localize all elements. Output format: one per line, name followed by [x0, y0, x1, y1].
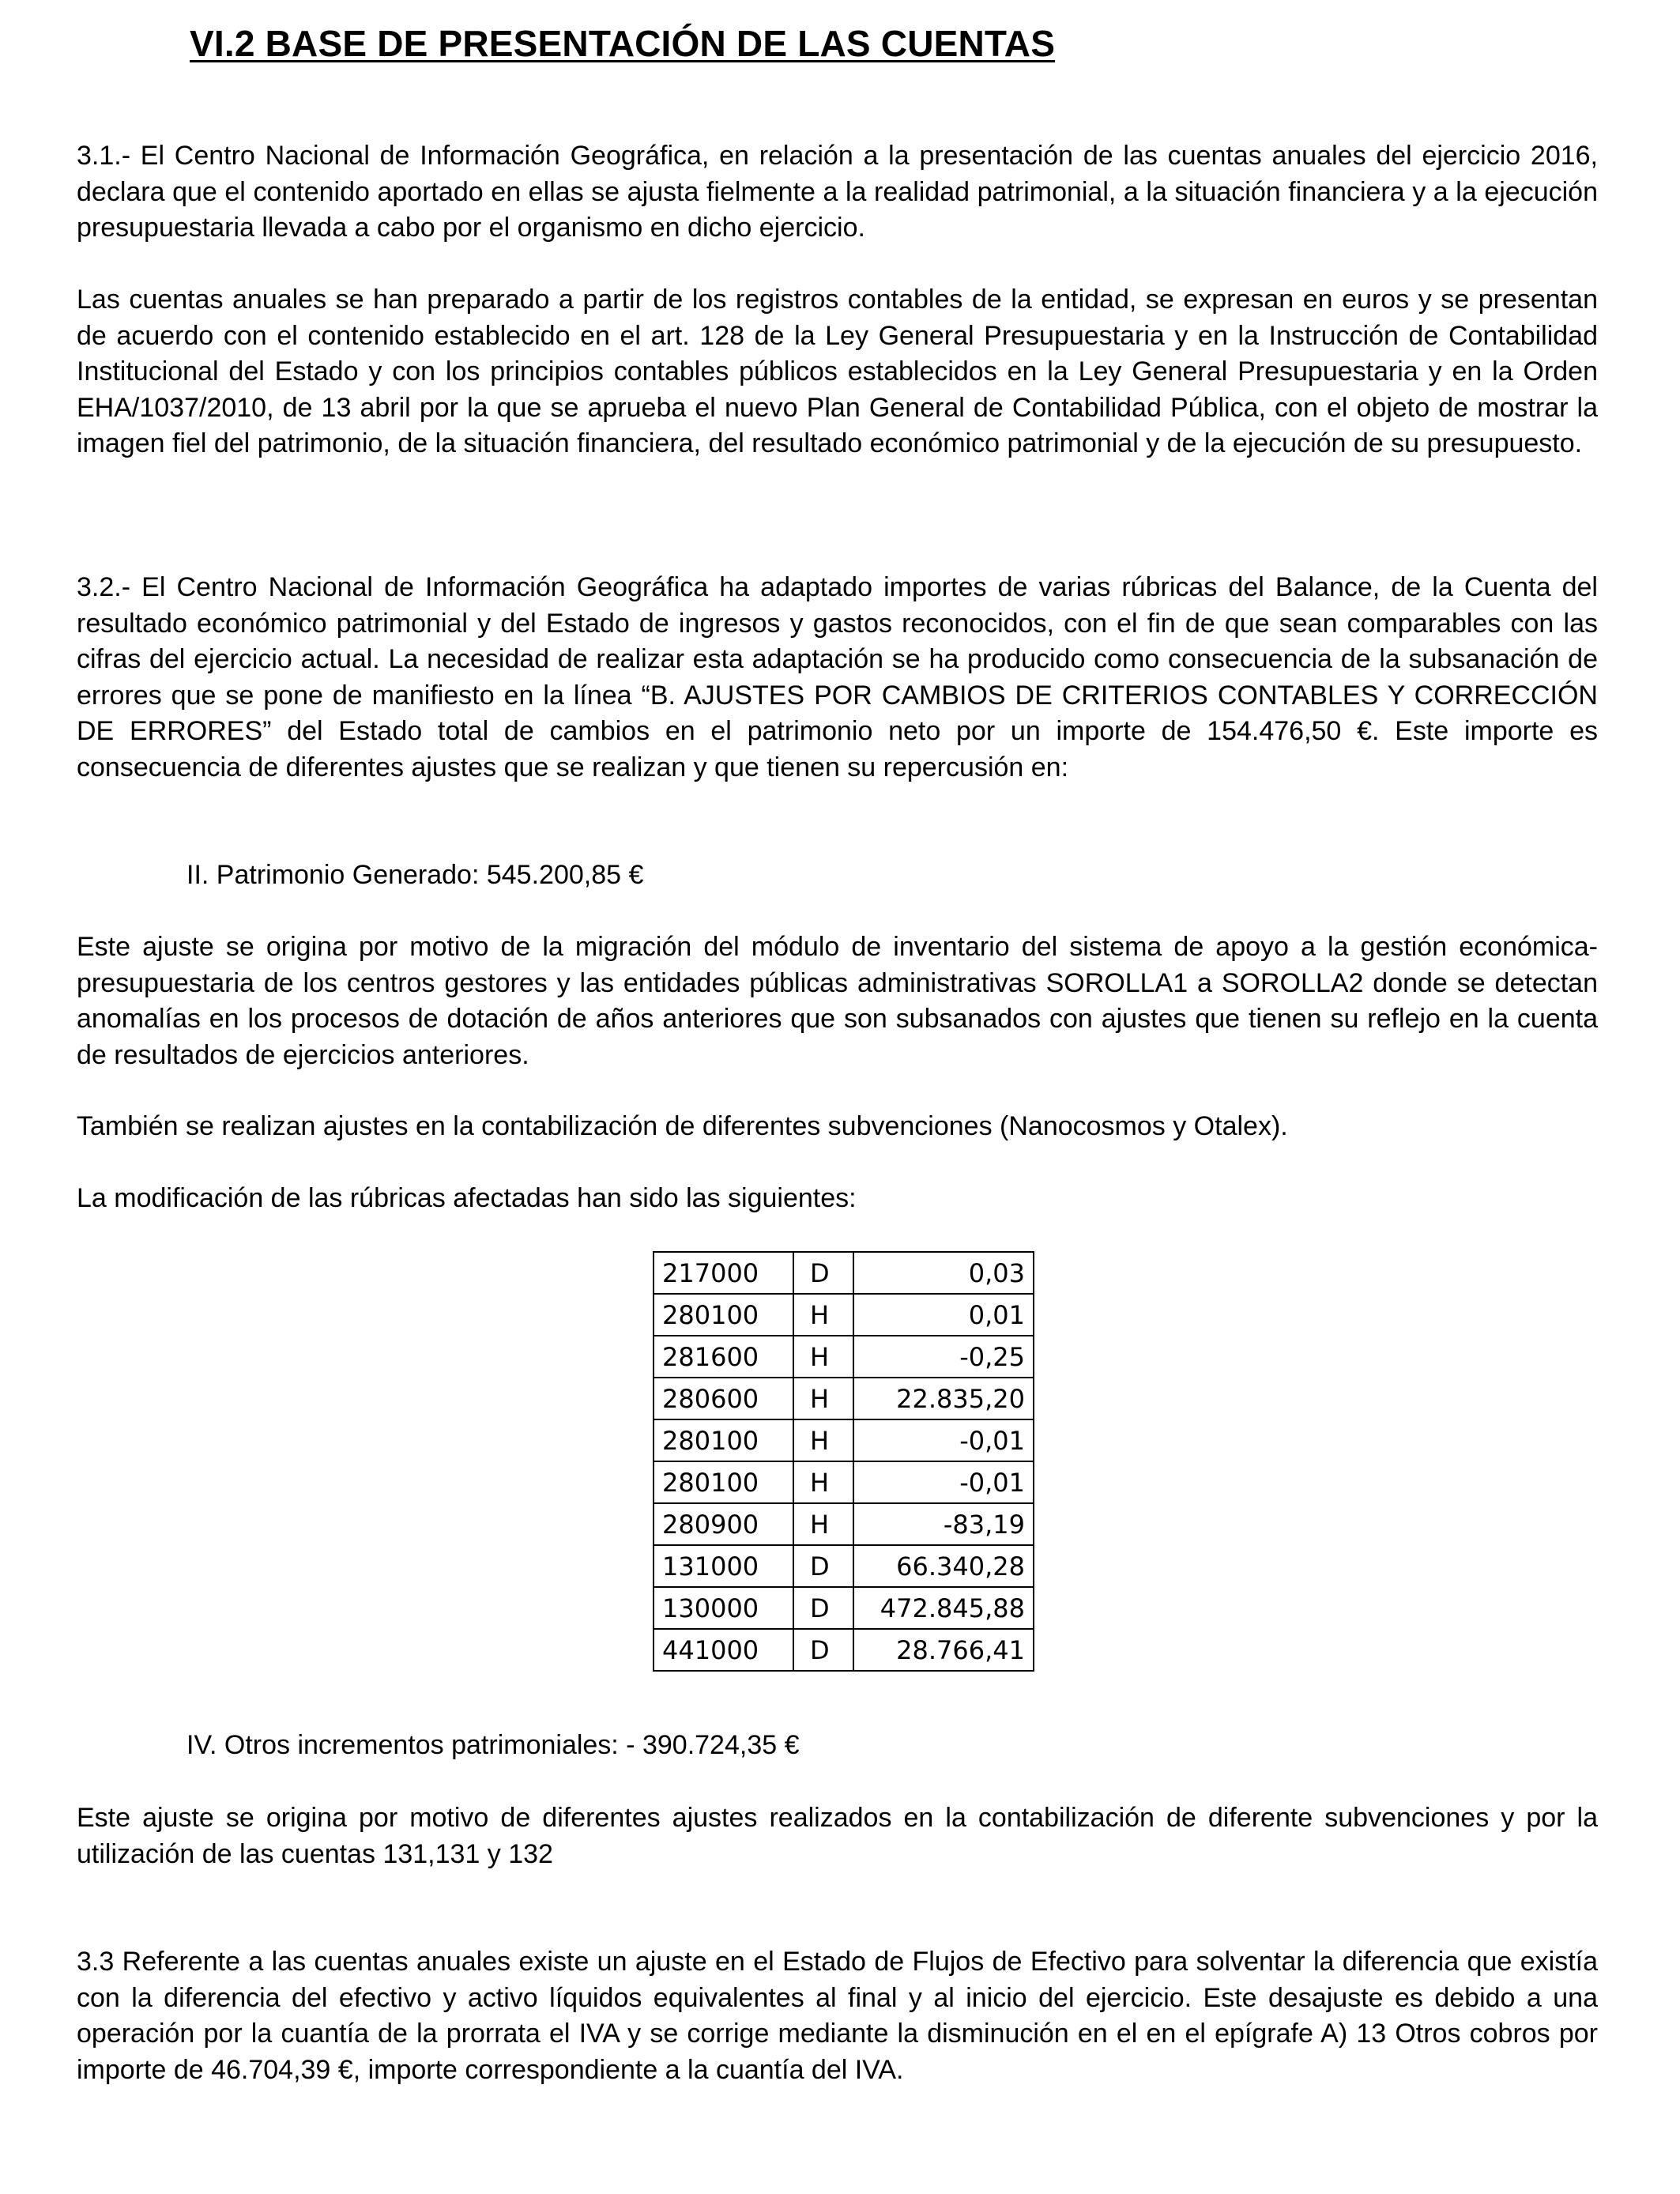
amount-cell: -0,01: [853, 1419, 1034, 1461]
amount-cell: 28.766,41: [853, 1629, 1034, 1671]
amount-cell: -0,01: [853, 1461, 1034, 1503]
account-cell: 441000: [654, 1629, 793, 1671]
amount-cell: -0,25: [853, 1336, 1034, 1378]
paragraph-3-2-subvenciones: También se realizan ajustes en la contabilización de diferentes subvenciones (Nanocosmos y Otalex).: [77, 1111, 1288, 1141]
amount-cell: 22.835,20: [853, 1378, 1034, 1419]
table-row: [654, 1336, 1034, 1378]
account-cell: 130000: [654, 1587, 793, 1629]
item-otros-incrementos: IV. Otros incrementos patrimoniales: - 390.724,35 €: [186, 1730, 800, 1760]
amount-cell: 0,01: [853, 1294, 1034, 1336]
section-title: VI.2 BASE DE PRESENTACIÓN DE LAS CUENTAS: [190, 23, 1056, 64]
table-row: [654, 1294, 1034, 1336]
account-cell: 280100: [654, 1419, 793, 1461]
table-row: [654, 1252, 1034, 1294]
account-cell: 280600: [654, 1378, 793, 1419]
table-row: [654, 1419, 1034, 1461]
amount-cell: 0,03: [853, 1252, 1034, 1294]
paragraph-3-2-intro: 3.2.- El Centro Nacional de Información Geográfica ha adaptado importes de varias rúbricas del Balance, de la Cuenta del resultado económico patrimonial y del Estado de ingresos y gastos reconocidos, con el fin de que sean comparables con las cifras del ejercicio actual. La necesidad de realizar esta adaptación se ha producido como consecuencia de la subsanación de errores que se pone de manifiesto en la línea “B. AJUSTES POR CAMBIOS DE CRITERIOS CONTABLES Y CORRECCIÓN DE ERRORES” del Estado total de cambios en el patrimonio neto por un importe de 154.476,50 €. Este importe es consecuencia de diferentes ajustes que se realizan y que tienen su repercusión en:: [77, 572, 1598, 782]
side-cell: H: [793, 1419, 853, 1461]
paragraph-3-1-intro: 3.1.- El Centro Nacional de Información Geográfica, en relación a la presentación de las cuentas anuales del ejercicio 2016, declara que el contenido aportado en ellas se ajusta fielmente a la realidad patrimonial, a la situación financiera y a la ejecución presupuestaria llevada a cabo por el organismo en dicho ejercicio.: [77, 141, 1598, 243]
paragraph-3-3: 3.3 Referente a las cuentas anuales existe un ajuste en el Estado de Flujos de Efectivo para solventar la diferencia que existía con la diferencia del efectivo y activo líquidos equivalentes al final y al inicio del ejercicio. Este desajuste es debido a una operación por la cuantía de la prorrata el IVA y se corrige mediante la disminución en el en el epígrafe A) 13 Otros cobros por importe de 46.704,39 €, importe correspondiente a la cuantía del IVA.: [77, 1947, 1598, 2085]
account-cell: 280100: [654, 1294, 793, 1336]
side-cell: D: [793, 1252, 853, 1294]
side-cell: H: [793, 1461, 853, 1503]
side-cell: H: [793, 1378, 853, 1419]
table-row: [654, 1629, 1034, 1671]
paragraph-3-2-ajuste-subvenciones: Este ajuste se origina por motivo de diferentes ajustes realizados en la contabilización de diferente subvenciones y por la utilización de las cuentas 131,131 y 132: [77, 1803, 1598, 1869]
table-row: [654, 1587, 1034, 1629]
side-cell: H: [793, 1503, 853, 1545]
account-cell: 217000: [654, 1252, 793, 1294]
item-patrimonio-generado: II. Patrimonio Generado: 545.200,85 €: [186, 860, 644, 890]
account-cell: 281600: [654, 1336, 793, 1378]
paragraph-3-2-migracion: Este ajuste se origina por motivo de la migración del módulo de inventario del sistema de apoyo a la gestión económica-presupuestaria de los centros gestores y las entidades públicas administrativas SOROLLA1 a SOROLLA2 donde se detectan anomalías en los procesos de dotación de años anteriores que son subsanados con ajustes que tienen su reflejo en la cuenta de resultados de ejercicios anteriores.: [77, 932, 1598, 1070]
amount-cell: -83,19: [853, 1503, 1034, 1545]
amount-cell: 472.845,88: [853, 1587, 1034, 1629]
side-cell: D: [793, 1587, 853, 1629]
table-row: [654, 1461, 1034, 1503]
table-row: [654, 1503, 1034, 1545]
table-row: [654, 1545, 1034, 1587]
amount-cell: 66.340,28: [853, 1545, 1034, 1587]
table-row: [654, 1378, 1034, 1419]
account-cell: 131000: [654, 1545, 793, 1587]
account-cell: 280900: [654, 1503, 793, 1545]
paragraph-3-1-cuentas-anuales: Las cuentas anuales se han preparado a partir de los registros contables de la entidad, se expresan en euros y se presentan de acuerdo con el contenido establecido en el art. 128 de la Ley General Presupuestaria y en la Instrucción de Contabilidad Institucional del Estado y con los principios contables públicos establecidos en la Ley General Presupuestaria y en la Orden EHA/1037/2010, de 13 abril por la que se aprueba el nuevo Plan General de Contabilidad Pública, con el objeto de mostrar la imagen fiel del patrimonio, de la situación financiera, del resultado económico patrimonial y de la ejecución de su presupuesto.: [77, 285, 1598, 458]
side-cell: H: [793, 1336, 853, 1378]
rubricas-table: [653, 1251, 1034, 1672]
side-cell: H: [793, 1294, 853, 1336]
side-cell: D: [793, 1545, 853, 1587]
paragraph-3-2-rubricas: La modificación de las rúbricas afectadas han sido las siguientes:: [77, 1183, 857, 1213]
account-cell: 280100: [654, 1461, 793, 1503]
side-cell: D: [793, 1629, 853, 1671]
